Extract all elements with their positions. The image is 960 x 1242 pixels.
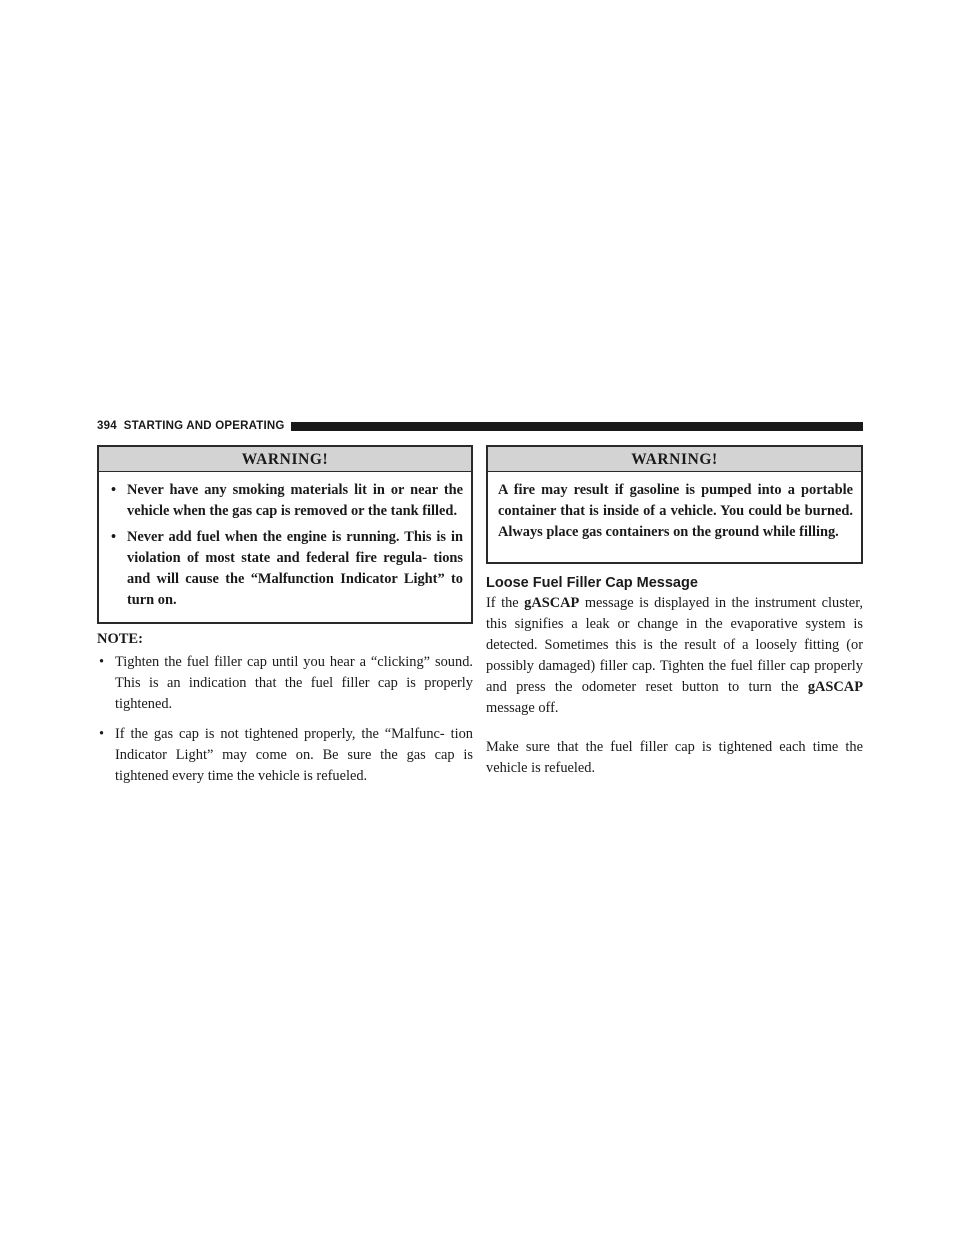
warning-title: WARNING! — [488, 447, 861, 472]
text-span: If the — [486, 595, 519, 611]
header-rule — [291, 422, 863, 431]
warning-box-right — [486, 445, 863, 564]
section-heading: Loose Fuel Filler Cap Message — [486, 575, 698, 591]
message-code: gASCAP — [524, 595, 580, 611]
warning-body — [488, 472, 861, 551]
warning-item: • Never have any smoking materials lit in or near the vehicle when the gas cap is removed or the tank filled. — [109, 480, 463, 522]
warning-title: WARNING! — [99, 447, 471, 472]
message-code: gASCAP — [807, 679, 863, 695]
page-number: 394 — [97, 420, 117, 432]
paragraph — [486, 593, 863, 719]
note-item: • If the gas cap is not tightened properly, the “Malfunc- tion Indicator Light” may come on. Be sure the gas cap is tightened every time the vehicle is refueled. — [97, 724, 473, 787]
note-list — [97, 652, 473, 796]
text-span: message is displayed in the instrument cluster, this signifies a leak or change in the evaporative system is detected. Sometimes this is the result of a loosely fitting (or possibly damaged) filler cap. Tighten the fuel filler cap properly and press the odometer reset button to turn the — [486, 595, 864, 695]
text-span: message off. — [486, 700, 559, 716]
section-title: STARTING AND OPERATING — [123, 420, 285, 432]
warning-item: • Never add fuel when the engine is running. This is in violation of most state and federal fire regula- tions and will cause the “Malfunction Indicator Light” to turn on. — [109, 527, 463, 611]
paragraph: Make sure that the fuel filler cap is tightened each time the vehicle is refueled. — [486, 739, 863, 776]
warning-body — [99, 472, 471, 624]
warning-text: A fire may result if gasoline is pumped into a portable container that is inside of a vehicle. You could be burned. Always place gas containers on the ground while filling. — [498, 482, 853, 540]
note-label: NOTE: — [97, 631, 143, 647]
page-header — [97, 419, 863, 433]
warning-box-left — [97, 445, 473, 624]
note-item: • Tighten the fuel filler cap until you hear a “clicking” sound. This is an indication that the fuel filler cap is properly tightened. — [97, 652, 473, 715]
